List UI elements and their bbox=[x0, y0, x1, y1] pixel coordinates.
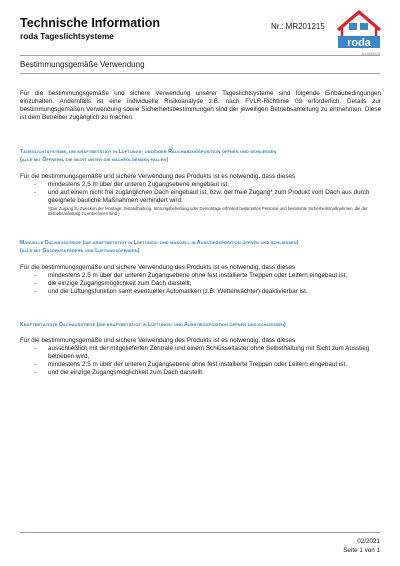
section-2-heading: Manuelle Dachausstiege (die kraftbetätigt in Lüftungs- und manuell in Ausstiegsposition öffnen und schließen) bbox=[20, 240, 299, 246]
section-1-heading: Tageslichtsysteme, die kraftbetätigt in Lüftungs- und/oder Rauchabzugsposition öffnen und schließen bbox=[20, 149, 277, 155]
section-1-lead: Für die bestimmungsgemäße und sichere Verwendung des Produkts ist es notwendig, dass dieses bbox=[20, 173, 296, 180]
section-1-footnote: *(Der Zugang zu Zwecken der Montage, Instandhaltung, Störungsbehebung oder Demontage erfordert bestimmtes Personal und bestimmte Sicherheitsmaßnahmen, die der Betriebsanleitung zu entnehmen sind.) bbox=[48, 206, 368, 217]
section-3-heading: Kraftbetätigte Dachausstiege (die kraftbetätigt in Lüftungs- und Ausstiegsposition öffnen und schließen) bbox=[20, 322, 286, 328]
section-3-list bbox=[20, 345, 382, 377]
document-number: Nr.: MR201215 bbox=[271, 22, 325, 31]
list-item: - mindestens 2,5 m über der unteren Zugangsebene ohne fest installierte Treppen oder Leitern eingebaut ist, bbox=[20, 272, 382, 280]
section-title: Bestimmungsgemäße Verwendung bbox=[20, 60, 145, 69]
header-divider-bottom bbox=[20, 73, 380, 74]
list-item: - und die einzige Zugangsmöglichkeit zum Dach darstellt. bbox=[20, 369, 382, 377]
header-divider-top bbox=[20, 55, 380, 56]
footer-divider bbox=[20, 532, 380, 533]
section-2-body bbox=[20, 264, 382, 296]
list-item: - und auf einem nicht frei zugänglichen Dach eingebaut ist, bzw. der freie Zugang* zum Produkt vom Dach aus durch geeignete bauliche Maßnahmen verhindert wird. bbox=[20, 189, 382, 205]
section-3-lead: Für die bestimmungsgemäße und sichere Verwendung des Produkts ist es notwendig, dass dieses bbox=[20, 337, 296, 344]
section-1-list bbox=[20, 181, 382, 205]
document-subtitle: roda Tageslichtsysteme bbox=[20, 31, 114, 41]
section-3-body bbox=[20, 337, 382, 377]
section-2-lead: Für die bestimmungsgemäße und sichere Verwendung des Produkts ist es notwendig, dass dieses bbox=[20, 264, 296, 271]
section-1-body bbox=[20, 173, 382, 217]
list-item: - mindestens 2,5 m über der unteren Zugangsebene eingebaut ist, bbox=[20, 181, 382, 189]
list-item: - und die Lüftungsfunktion samt eventueller Automatiken (z.B. Wetterwächter) deaktivierbar ist. bbox=[20, 288, 382, 296]
footer-page-number: Seite 1 von 1 bbox=[343, 547, 380, 554]
roda-logo bbox=[334, 8, 384, 60]
footer-date: 02/2021 bbox=[357, 538, 380, 545]
section-2-list bbox=[20, 272, 382, 296]
logo-wordmark: roda bbox=[347, 37, 371, 49]
intro-paragraph: Für die bestimmungsgemäße und sichere Verwendung unserer Tageslichtsysteme sind folgende Einbaubedingungen einzuhalten. Andernfalls ist eine individuelle Risikoanalyse z.B. nach FVLR-Richtlinie 09 erforderlich. Details zur bestimmungsgemäßen Verwendung sowie Sicherheitsbestimmungen sind der jeweiligen Betriebsanleitung zu entnehmen. Diese ist dem Betreiber zugänglich zu machen. bbox=[20, 90, 381, 122]
document-title: Technische Information bbox=[20, 16, 161, 30]
list-item: - die einzige Zugangsmöglichkeit zum Dach darstellt, bbox=[20, 280, 382, 288]
section-2-subheading: (alle mit Gasdruckfedern und Lüftungsöffnern) bbox=[20, 248, 140, 254]
logo-subline: a LAMILUX bbox=[361, 52, 380, 56]
list-item: - ausschließlich mit der mitgelieferten Zentrale und einem Schlüsseltaster ohne Selbsthaltung mit Sicht zum Ausstieg betrieben wird, bbox=[20, 345, 382, 361]
list-item: - mindestens 2,5 m über der unteren Zugangsebene ohne fest installierte Treppen oder Leitern eingebaut ist, bbox=[20, 361, 382, 369]
section-1-subheading: (alle mit Öffnern, die nicht unter die nachfolgenden fallen) bbox=[20, 157, 169, 163]
